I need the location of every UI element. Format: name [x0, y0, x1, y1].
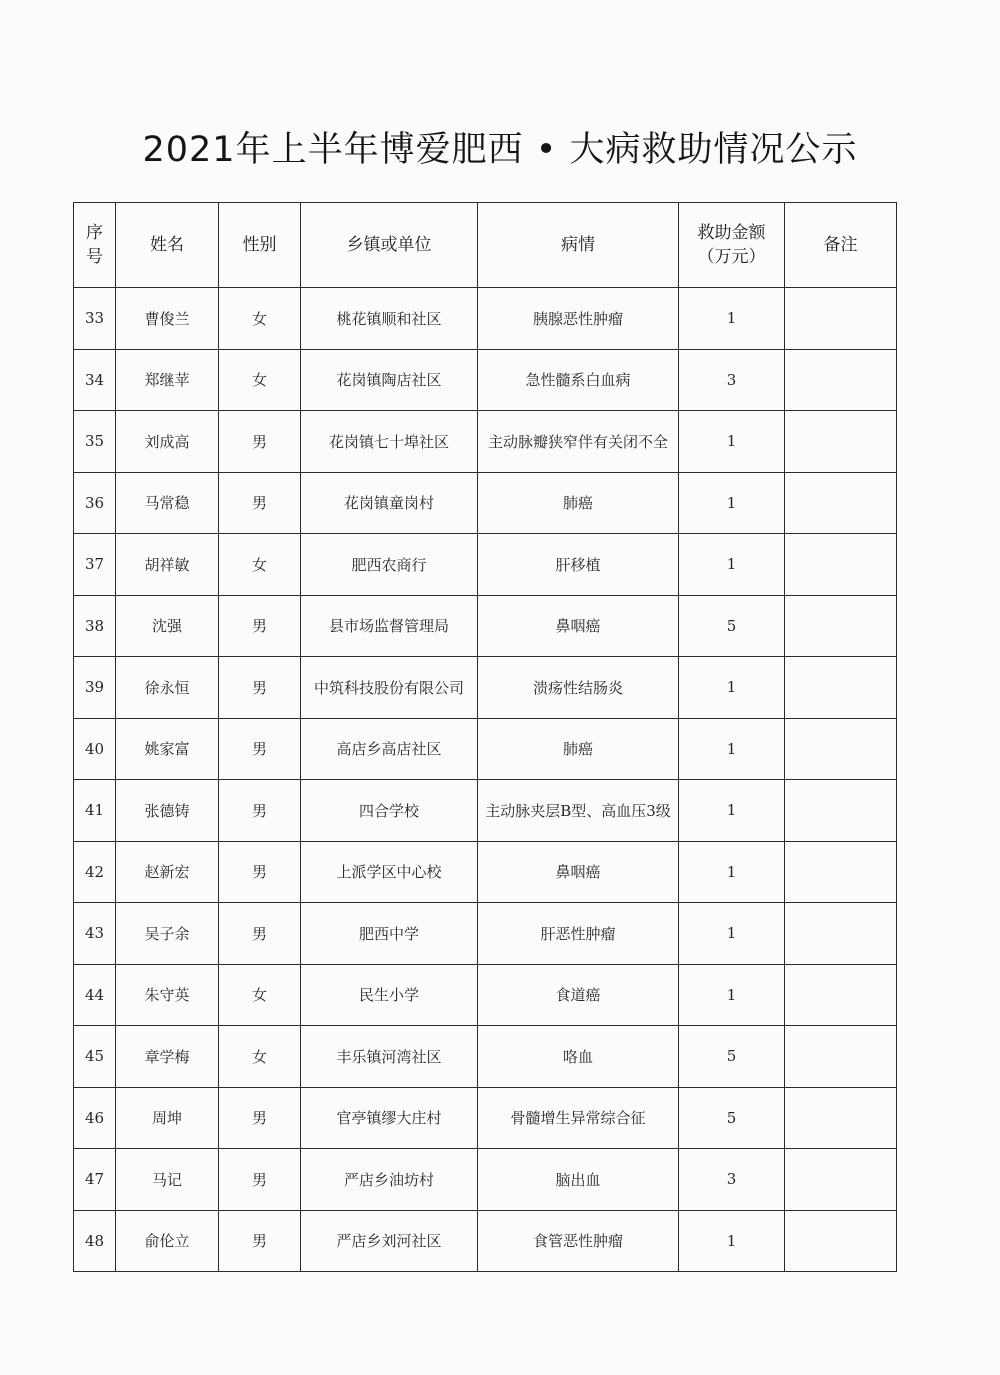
cell-remark	[785, 1087, 897, 1149]
cell-gender: 男	[219, 1149, 301, 1211]
table-row	[74, 1026, 897, 1088]
table-row	[74, 1210, 897, 1272]
cell-amount: 1	[679, 657, 785, 719]
table-row	[74, 964, 897, 1026]
table-row	[74, 595, 897, 657]
cell-amount: 5	[679, 1087, 785, 1149]
cell-illness: 食管恶性肿瘤	[478, 1210, 679, 1272]
cell-illness: 胰腺恶性肿瘤	[478, 288, 679, 350]
cell-seq: 35	[74, 411, 116, 473]
cell-name: 郑继苹	[116, 349, 219, 411]
cell-seq: 46	[74, 1087, 116, 1149]
cell-remark	[785, 841, 897, 903]
cell-seq: 33	[74, 288, 116, 350]
aid-table	[73, 202, 897, 1272]
table-row	[74, 472, 897, 534]
cell-unit: 高店乡高店社区	[301, 718, 478, 780]
cell-amount: 5	[679, 1026, 785, 1088]
cell-name: 曹俊兰	[116, 288, 219, 350]
header-unit: 乡镇或单位	[301, 203, 478, 288]
cell-amount: 1	[679, 288, 785, 350]
table-row	[74, 903, 897, 965]
cell-unit: 四合学校	[301, 780, 478, 842]
table-row	[74, 718, 897, 780]
cell-gender: 男	[219, 903, 301, 965]
cell-unit: 桃花镇顺和社区	[301, 288, 478, 350]
cell-remark	[785, 349, 897, 411]
cell-seq: 44	[74, 964, 116, 1026]
cell-illness: 食道癌	[478, 964, 679, 1026]
cell-illness: 肝恶性肿瘤	[478, 903, 679, 965]
cell-illness: 肝移植	[478, 534, 679, 596]
cell-amount: 1	[679, 534, 785, 596]
cell-amount: 1	[679, 472, 785, 534]
cell-unit: 肥西农商行	[301, 534, 478, 596]
cell-seq: 40	[74, 718, 116, 780]
cell-remark	[785, 534, 897, 596]
header-amount: 救助金额 （万元）	[679, 203, 785, 288]
cell-gender: 男	[219, 841, 301, 903]
cell-amount: 1	[679, 841, 785, 903]
cell-unit: 严店乡油坊村	[301, 1149, 478, 1211]
cell-name: 俞伦立	[116, 1210, 219, 1272]
page-title: 2021年上半年博爱肥西 • 大病救助情况公示	[142, 130, 858, 170]
cell-amount: 1	[679, 1210, 785, 1272]
cell-name: 朱守英	[116, 964, 219, 1026]
cell-name: 刘成高	[116, 411, 219, 473]
table-row	[74, 288, 897, 350]
cell-unit: 官亭镇缪大庄村	[301, 1087, 478, 1149]
cell-unit: 花岗镇童岗村	[301, 472, 478, 534]
cell-seq: 45	[74, 1026, 116, 1088]
cell-seq: 43	[74, 903, 116, 965]
cell-remark	[785, 964, 897, 1026]
cell-seq: 34	[74, 349, 116, 411]
cell-gender: 男	[219, 1210, 301, 1272]
cell-remark	[785, 595, 897, 657]
cell-remark	[785, 1026, 897, 1088]
header-remark: 备注	[785, 203, 897, 288]
cell-unit: 民生小学	[301, 964, 478, 1026]
cell-amount: 3	[679, 1149, 785, 1211]
cell-gender: 男	[219, 657, 301, 719]
cell-remark	[785, 411, 897, 473]
table-row	[74, 780, 897, 842]
cell-seq: 47	[74, 1149, 116, 1211]
cell-gender: 女	[219, 534, 301, 596]
cell-gender: 男	[219, 780, 301, 842]
cell-illness: 肺癌	[478, 718, 679, 780]
cell-illness: 急性髓系白血病	[478, 349, 679, 411]
cell-name: 周坤	[116, 1087, 219, 1149]
cell-remark	[785, 288, 897, 350]
cell-remark	[785, 780, 897, 842]
cell-gender: 男	[219, 1087, 301, 1149]
cell-unit: 县市场监督管理局	[301, 595, 478, 657]
cell-amount: 5	[679, 595, 785, 657]
header-illness: 病情	[478, 203, 679, 288]
table-row	[74, 411, 897, 473]
cell-unit: 中筑科技股份有限公司	[301, 657, 478, 719]
table-row	[74, 349, 897, 411]
cell-amount: 1	[679, 903, 785, 965]
cell-gender: 男	[219, 595, 301, 657]
cell-illness: 鼻咽癌	[478, 595, 679, 657]
cell-seq: 37	[74, 534, 116, 596]
cell-gender: 女	[219, 288, 301, 350]
cell-gender: 女	[219, 1026, 301, 1088]
cell-name: 姚家富	[116, 718, 219, 780]
cell-seq: 38	[74, 595, 116, 657]
cell-amount: 3	[679, 349, 785, 411]
cell-remark	[785, 1149, 897, 1211]
cell-name: 吴子余	[116, 903, 219, 965]
cell-illness: 鼻咽癌	[478, 841, 679, 903]
cell-amount: 1	[679, 964, 785, 1026]
cell-gender: 男	[219, 411, 301, 473]
cell-seq: 39	[74, 657, 116, 719]
cell-unit: 肥西中学	[301, 903, 478, 965]
cell-unit: 上派学区中心校	[301, 841, 478, 903]
cell-illness: 溃疡性结肠炎	[478, 657, 679, 719]
cell-amount: 1	[679, 780, 785, 842]
cell-amount: 1	[679, 718, 785, 780]
cell-illness: 肺癌	[478, 472, 679, 534]
cell-unit: 严店乡刘河社区	[301, 1210, 478, 1272]
cell-seq: 41	[74, 780, 116, 842]
cell-remark	[785, 1210, 897, 1272]
cell-illness: 咯血	[478, 1026, 679, 1088]
cell-amount: 1	[679, 411, 785, 473]
header-row	[74, 203, 897, 288]
header-gender: 性别	[219, 203, 301, 288]
table-row	[74, 1087, 897, 1149]
cell-unit: 丰乐镇河湾社区	[301, 1026, 478, 1088]
header-seq: 序 号	[74, 203, 116, 288]
cell-name: 胡祥敏	[116, 534, 219, 596]
cell-remark	[785, 718, 897, 780]
cell-name: 马记	[116, 1149, 219, 1211]
cell-name: 章学梅	[116, 1026, 219, 1088]
cell-gender: 女	[219, 964, 301, 1026]
cell-gender: 女	[219, 349, 301, 411]
cell-illness: 主动脉瓣狭窄伴有关闭不全	[478, 411, 679, 473]
cell-illness: 骨髓增生异常综合征	[478, 1087, 679, 1149]
table-row	[74, 841, 897, 903]
table-row	[74, 534, 897, 596]
cell-name: 张德铸	[116, 780, 219, 842]
cell-seq: 36	[74, 472, 116, 534]
cell-illness: 脑出血	[478, 1149, 679, 1211]
cell-remark	[785, 903, 897, 965]
cell-name: 赵新宏	[116, 841, 219, 903]
cell-remark	[785, 472, 897, 534]
cell-name: 马常稳	[116, 472, 219, 534]
cell-gender: 男	[219, 472, 301, 534]
cell-seq: 42	[74, 841, 116, 903]
cell-seq: 48	[74, 1210, 116, 1272]
cell-remark	[785, 657, 897, 719]
table-row	[74, 657, 897, 719]
cell-unit: 花岗镇七十埠社区	[301, 411, 478, 473]
table-row	[74, 1149, 897, 1211]
cell-unit: 花岗镇陶店社区	[301, 349, 478, 411]
header-name: 姓名	[116, 203, 219, 288]
cell-name: 沈强	[116, 595, 219, 657]
cell-name: 徐永恒	[116, 657, 219, 719]
cell-illness: 主动脉夹层B型、高血压3级	[478, 780, 679, 842]
cell-gender: 男	[219, 718, 301, 780]
